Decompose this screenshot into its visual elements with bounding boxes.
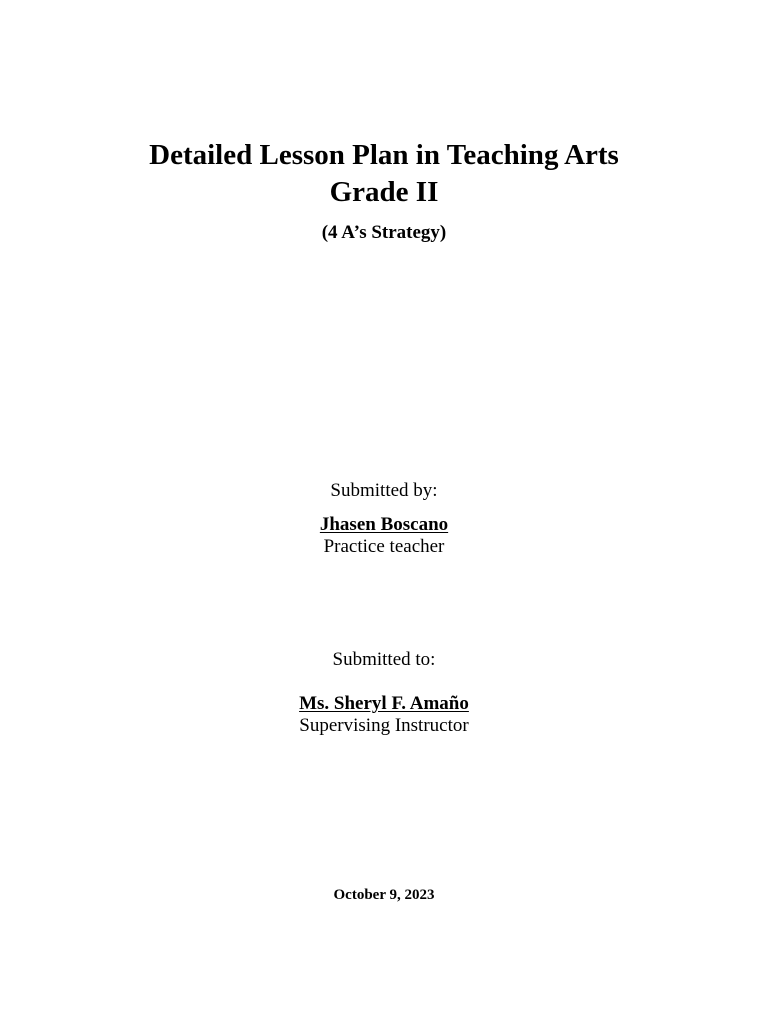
submitted-to-name-line — [0, 694, 768, 713]
submitter-role: Practice teacher — [323, 536, 445, 557]
submitted-to-label: Submitted to: — [332, 649, 436, 670]
submission-date: October 9, 2023 — [333, 887, 435, 903]
instructor-role: Supervising Instructor — [299, 715, 469, 736]
instructor-name: Ms. Sheryl F. Amaño — [299, 693, 469, 714]
submitted-by-label: Submitted by: — [330, 480, 438, 501]
document-title: Detailed Lesson Plan in Teaching Arts — [149, 139, 619, 171]
strategy-subtitle: (4 A’s Strategy) — [321, 222, 447, 243]
submitter-name: Jhasen Boscano — [319, 514, 449, 535]
grade-level: Grade II — [329, 176, 439, 208]
submitted-by-name-line — [0, 515, 768, 534]
